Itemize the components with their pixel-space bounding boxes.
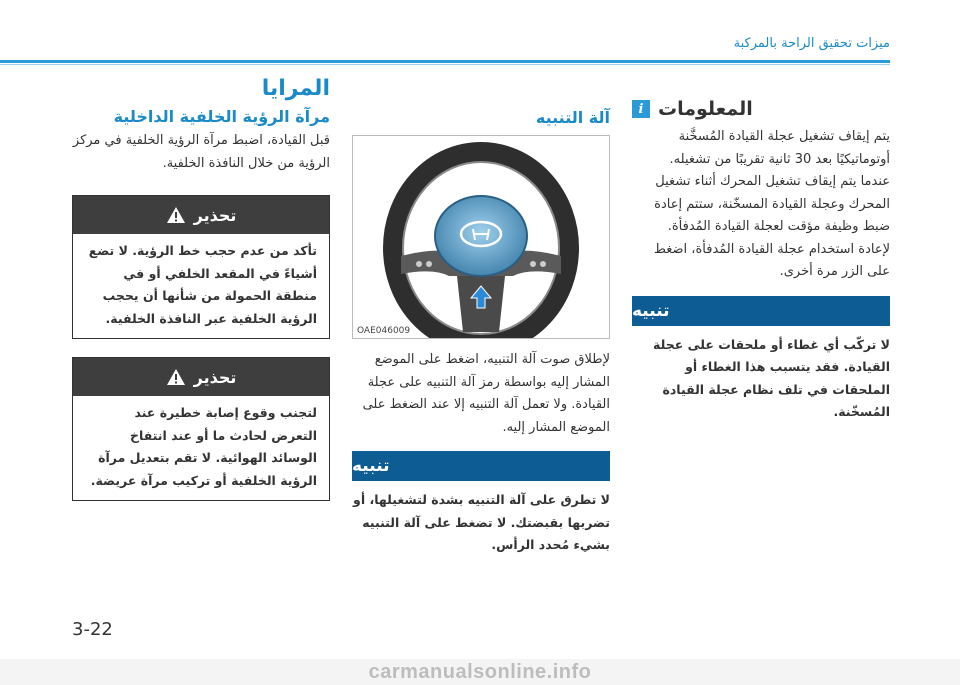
header-rule [0, 60, 890, 63]
steering-wheel-illustration [353, 136, 609, 338]
inside-mirror-paragraph: قبل القيادة، اضبط مرآة الرؤية الخلفية في مركز الرؤية من خلال النافذة الخلفية. [72, 133, 330, 171]
info-column [632, 98, 890, 424]
warning-header-2 [73, 358, 329, 396]
info-title: المعلومات [658, 98, 753, 120]
warning-box-1 [72, 195, 330, 339]
mirrors-column [72, 76, 330, 501]
info-paragraph-3: لإعادة استخدام عجلة القيادة المُدفأة، اضغط على الزر مرة أخرى. [653, 241, 890, 279]
warning-label-1: تحذير [193, 205, 237, 225]
warning-triangle-icon [166, 368, 186, 386]
watermark-text[interactable]: carmanualsonline.info [368, 660, 592, 683]
warning-text-2: لتجنب وقوع إصابة خطيرة عند التعرض لحادث ما أو عند انتفاخ الوسائد الهوائية. لا تقم بتعديل مرآة الرؤية الخلفية أو تركيب مرآة عريضة. [90, 405, 317, 488]
horn-notice-text: لا تطرق على آلة التنبيه بشدة لتشغيلها، أو تضربها بقبضتك. لا تضغط على آلة التنبيه بشيء مُحدد الرأس. [353, 492, 610, 552]
info-i-icon: i [632, 100, 650, 118]
header-title: ميزات تحقيق الراحة بالمركبة [733, 36, 890, 51]
horn-column [352, 108, 610, 557]
steering-wheel-figure [352, 135, 610, 339]
warning-triangle-icon [166, 206, 186, 224]
figure-code: OAE046009 [357, 326, 411, 336]
header-rule-thin [0, 64, 890, 65]
footer-bar [0, 659, 960, 685]
warning-header-1 [73, 196, 329, 234]
info-header [632, 98, 890, 120]
notice-label-box [632, 296, 890, 326]
warning-box-2 [72, 357, 330, 501]
warning-text-1: تأكد من عدم حجب خط الرؤية. لا تضع أشياءً في المقعد الخلفي أو في منطقة الحمولة من شأنها أن يحجب الرؤية الخلفية عبر النافذة الخلفية. [88, 243, 317, 326]
notice-text: لا تركّب أي غطاء أو ملحقات على عجلة القيادة. فقد يتسبب هذا الغطاء أو الملحقات في تلف نظام عجلة القيادة المُسخّنة. [653, 336, 890, 419]
horn-section-title: آلة التنبيه [535, 108, 610, 127]
horn-paragraph: لإطلاق صوت آلة التنبيه، اضغط على الموضع المشار إليه بواسطة رمز آلة التنبيه على عجلة القيادة. ولا تعمل آلة التنبيه إلا عند الضغط على الموضع المشار إليه. [362, 352, 610, 435]
inside-mirror-title: مرآة الرؤية الخلفية الداخلية [113, 107, 330, 126]
info-paragraph-2: عندما يتم إيقاف تشغيل المحرك أثناء تشغيل المحرك وعجلة القيادة المسخّنة، ستتم إعادة ضبط وظيفة مؤقت لعجلة القيادة المُدفأة. [654, 174, 890, 234]
warning-label-2: تحذير [193, 367, 237, 387]
page-number: 3-22 [72, 619, 113, 640]
horn-notice-label-box [352, 451, 610, 481]
mirrors-title: المرايا [261, 76, 330, 101]
notice-label: تنبيه [632, 300, 670, 321]
horn-notice-label: تنبيه [352, 456, 390, 476]
info-paragraph-1: يتم إيقاف تشغيل عجلة القيادة المُسخَّنة أوتوماتيكيًا بعد 30 ثانية تقريبًا من تشغيله. [669, 129, 890, 167]
